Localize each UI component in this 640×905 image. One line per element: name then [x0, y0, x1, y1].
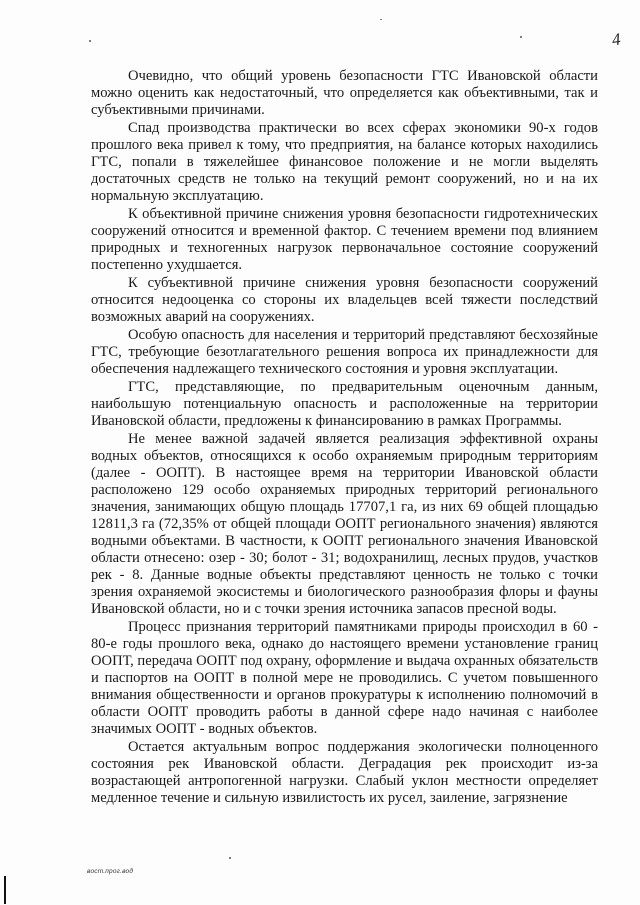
scan-speck [229, 857, 231, 859]
paragraph: Очевидно, что общий уровень безопасности ГТС Ивановской области можно оценить как недостаточный, что определяется как объективными, так и субъективными причинами. [91, 68, 598, 118]
paragraph: К субъективной причине снижения уровня безопасности сооружений относится недооценка со стороны их владельцев всей тяжести последствий возможных аварий на сооружениях. [91, 275, 598, 325]
scan-speck [520, 36, 522, 38]
document-body [91, 68, 598, 808]
paragraph: Особую опасность для населения и территорий представляют бесхозяйные ГТС, требующие безотлагательного решения вопроса их принадлежности для обеспечения надлежащего технического состояния и уровня эксплуатации. [91, 327, 598, 377]
paragraph: ГТС, представляющие, по предварительным оценочным данным, наибольшую потенциальную опасность и расположенные на территории Ивановской области, предложены к финансированию в рамках Программы. [91, 379, 598, 429]
paragraph: Остается актуальным вопрос поддержания экологически полноценного состояния рек Ивановской области. Деградация рек происходит из-за возрастающей антропогенной нагрузки. Слабый уклон местности определяет медленное течение и сильную извилистость их русел, заиление, загрязнение [91, 739, 598, 806]
scan-speck [380, 19, 382, 20]
scan-speck [89, 40, 91, 42]
paragraph: Процесс признания территорий памятниками природы происходил в 60 - 80-е годы прошлого века, однако до настоящего времени установление границ ООПТ, передача ООПТ под охрану, оформление и выдача охранных обязательств и паспортов на ООПТ в полной мере не проводились. С учетом повышенного внимания общественности и органов прокуратуры к исполнению полномочий в области ООПТ проводить работы в данной сфере надо начиная с наиболее значимых ООПТ - водных объектов. [91, 619, 598, 737]
page-number: 4 [610, 29, 622, 50]
footer-file-note: вост.прог.вод [87, 868, 134, 875]
paragraph: Не менее важной задачей является реализация эффективной охраны водных объектов, относящихся к особо охраняемым природным территориям (далее - ООПТ). В настоящее время на территории Ивановской области расположено 129 особо охраняемых природных территорий регионального значения, занимающих общую площадь 17707,1 га, из них 69 общей площадью 12811,3 га (72,35% от общей площади ООПТ регионального значения) являются водными объектами. В частности, к ООПТ регионального значения Ивановской области отнесено: озер - 30; болот - 31; водохранилищ, лесных прудов, участков рек - 8. Данные водные объекты представляют ценность не только с точки зрения охраняемой экосистемы и биологического разнообразия флоры и фауны Ивановской области, но и с точки зрения источника запасов пресной воды. [91, 431, 598, 617]
paragraph: Спад производства практически во всех сферах экономики 90-х годов прошлого века привел к тому, что предприятия, на балансе которых находились ГТС, попали в тяжелейшее финансовое положение и не могли выделять достаточных средств не только на текущий ремонт сооружений, но и на их нормальную эксплуатацию. [91, 120, 598, 204]
paragraph: К объективной причине снижения уровня безопасности гидротехнических сооружений относится и временной фактор. С течением времени под влиянием природных и техногенных нагрузок первоначальное состояние сооружений постепенно ухудшается. [91, 206, 598, 273]
scan-edge-mark [4, 876, 6, 904]
